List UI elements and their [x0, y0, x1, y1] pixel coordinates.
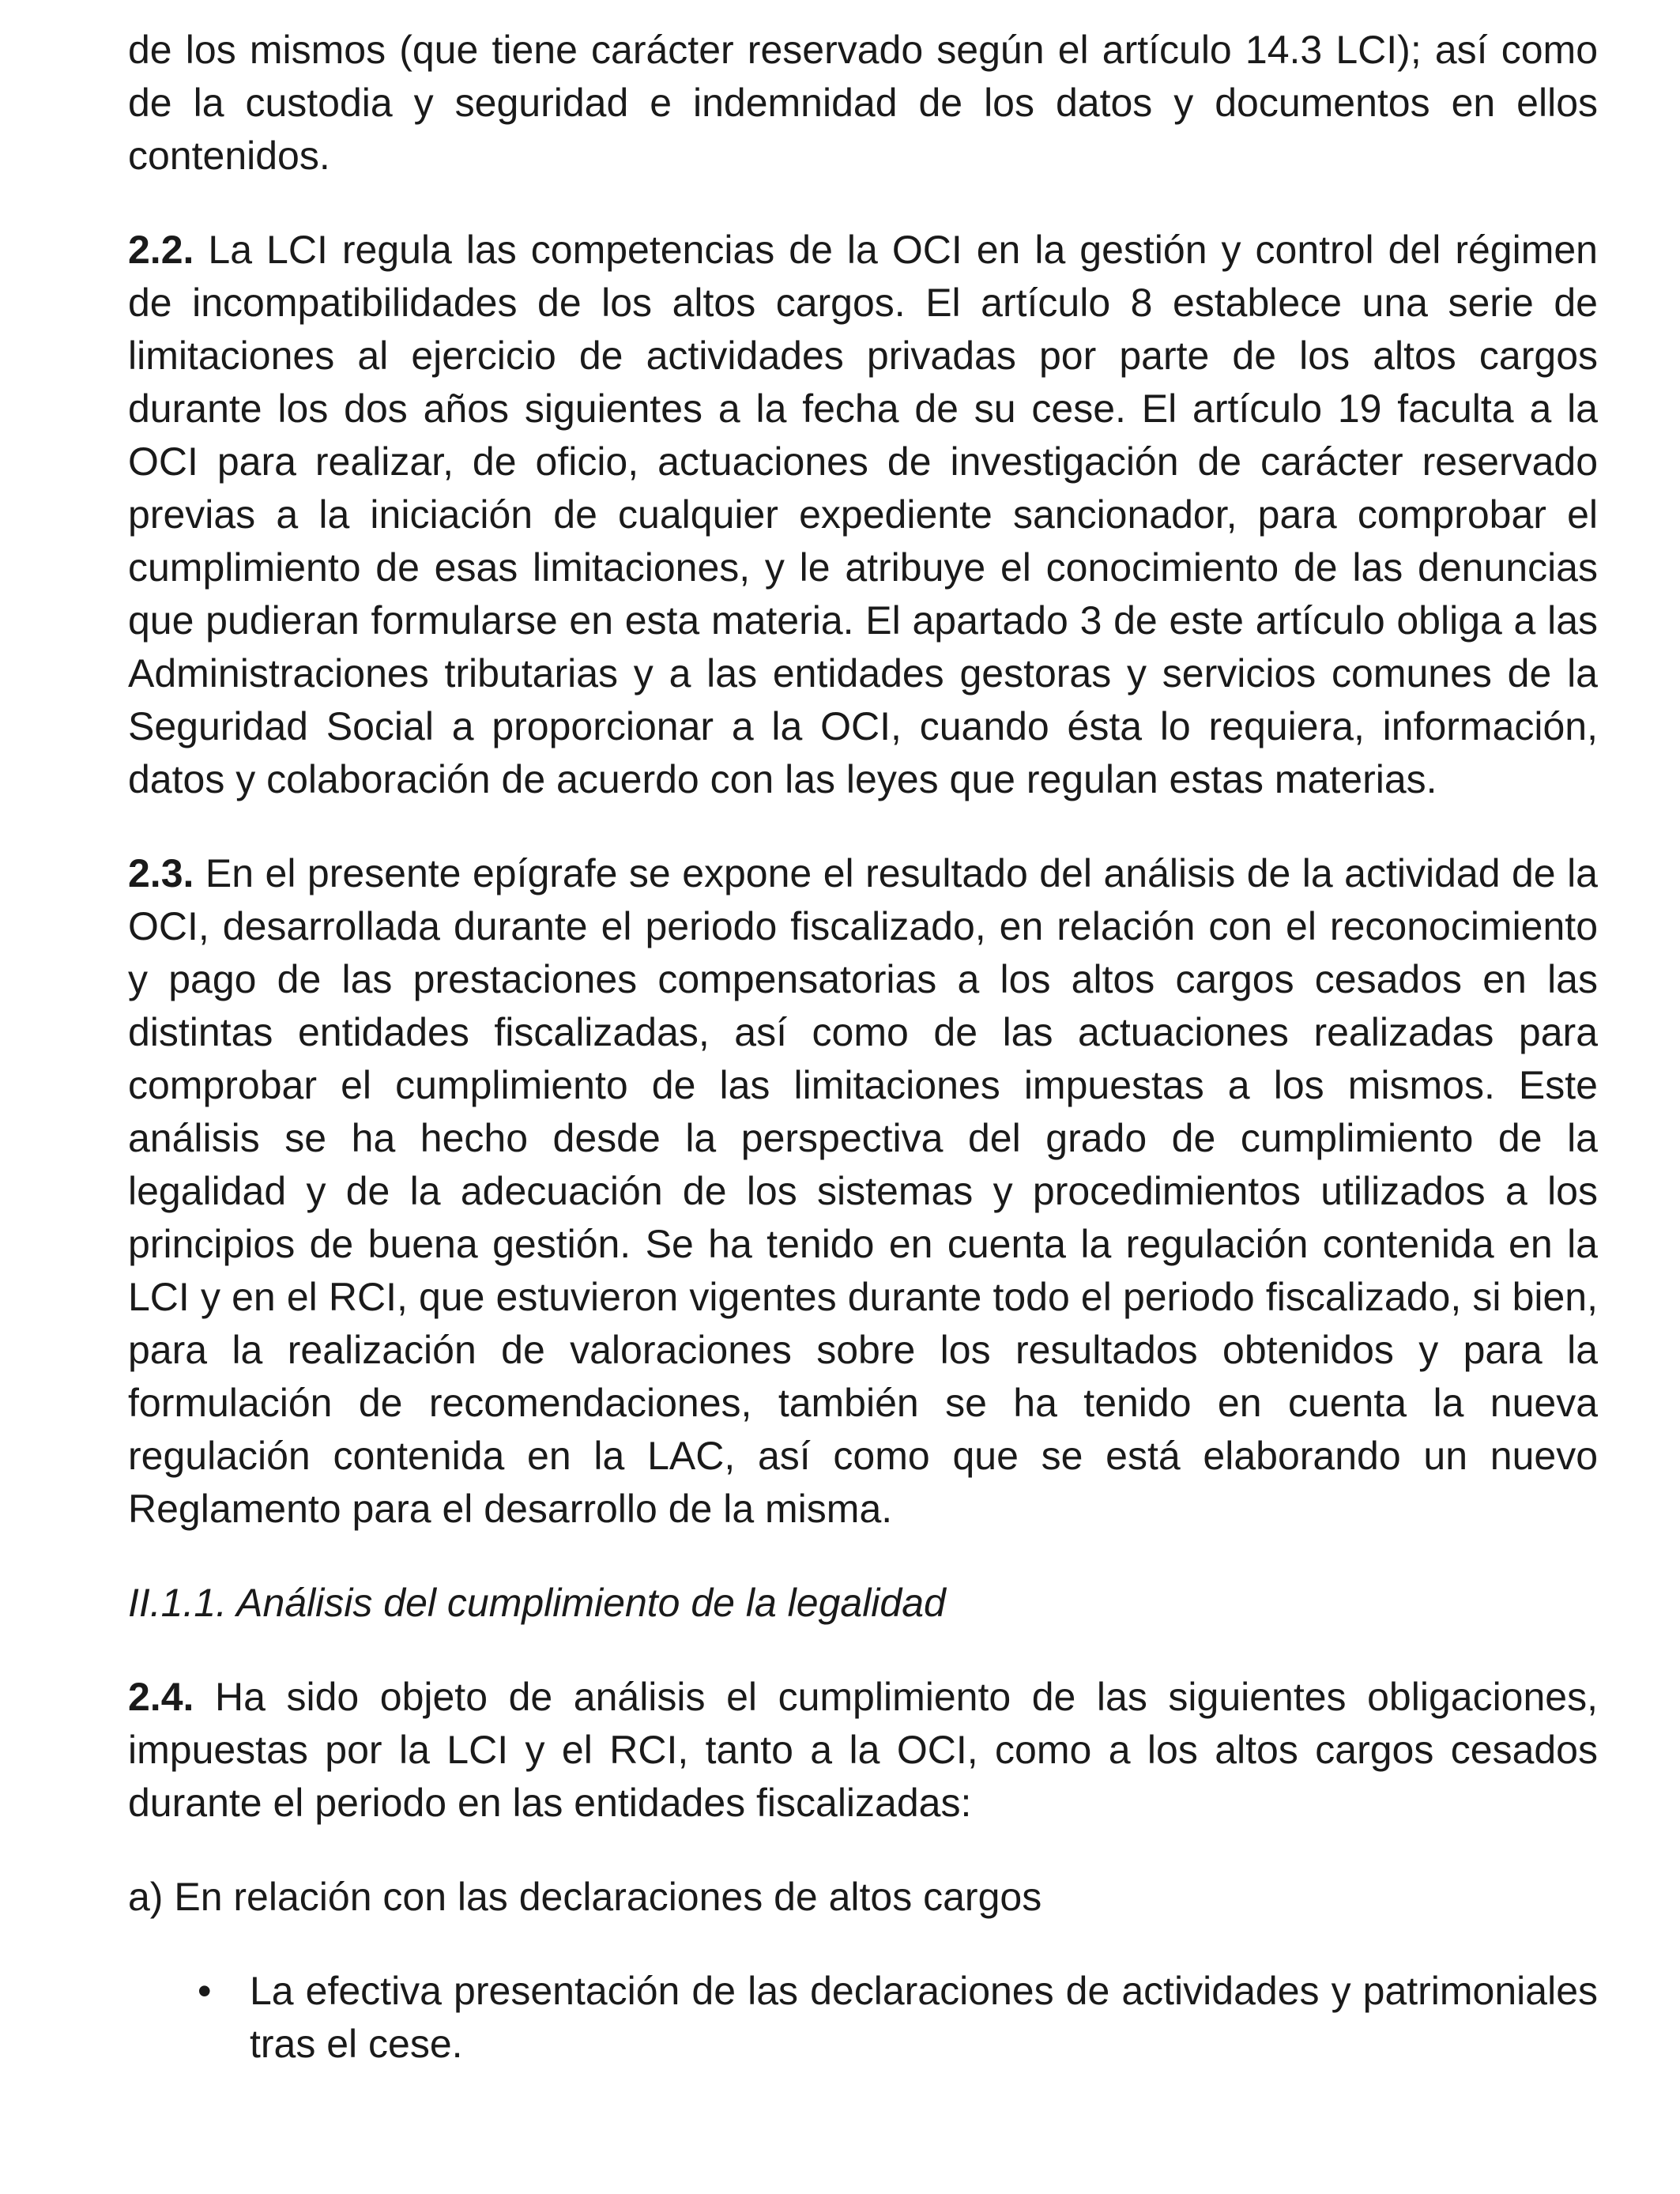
paragraph-number: 2.2.	[128, 228, 194, 272]
paragraph-text: de los mismos (que tiene carácter reservado según el artículo 14.3 LCI); así como de la custodia y seguridad e indemnidad de los datos y documentos en ellos contenidos.	[128, 28, 1598, 178]
list-item-text: La efectiva presentación de las declaraciones de actividades y patrimoniales tras el cese.	[250, 1969, 1598, 2066]
section-heading: II.1.1. Análisis del cumplimiento de la legalidad	[128, 1581, 946, 1625]
paragraph-2-2	[128, 224, 1598, 806]
paragraph-2-3	[128, 847, 1598, 1536]
paragraph-text: En el presente epígrafe se expone el resultado del análisis de la actividad de la OCI, desarrollada durante el periodo fiscalizado, en relación con el reconocimiento y pago de las prestaciones compensatorias a los altos cargos cesados en las distintas entidades fiscalizadas, así como de las actuaciones realizadas para comprobar el cumplimiento de las limitaciones impuestas a los mismos. Este análisis se ha hecho desde la perspectiva del grado de cumplimiento de la legalidad y de la adecuación de los sistemas y procedimientos utilizados a los principios de buena gestión. Se ha tenido en cuenta la regulación contenida en la LCI y en el RCI, que estuvieron vigentes durante todo el periodo fiscalizado, si bien, para la realización de valoraciones sobre los resultados obtenidos y para la formulación de recomendaciones, también se ha tenido en cuenta la nueva regulación contenida en la LAC, así como que se está elaborando un nuevo Reglamento para el desarrollo de la misma.	[128, 851, 1598, 1531]
paragraph-text: La LCI regula las competencias de la OCI en la gestión y control del régimen de incompatibilidades de los altos cargos. El artículo 8 establece una serie de limitaciones al ejercicio de actividades privadas por parte de los altos cargos durante los dos años siguientes a la fecha de su cese. El artículo 19 faculta a la OCI para realizar, de oficio, actuaciones de investigación de carácter reservado previas a la iniciación de cualquier expediente sancionador, para comprobar el cumplimiento de esas limitaciones, y le atribuye el conocimiento de las denuncias que pudieran formularse en esta materia. El apartado 3 de este artículo obliga a las Administraciones tributarias y a las entidades gestoras y servicios comunes de la Seguridad Social a proporcionar a la OCI, cuando ésta lo requiera, información, datos y colaboración de acuerdo con las leyes que regulan estas materias.	[128, 228, 1598, 801]
bullet-icon: •	[198, 1969, 212, 2013]
list-intro: a) En relación con las declaraciones de altos cargos	[128, 1875, 1042, 1919]
paragraph-2-4	[128, 1671, 1598, 1830]
paragraph-number: 2.3.	[128, 851, 194, 895]
paragraph-number: 2.4.	[128, 1675, 194, 1719]
document-page	[128, 24, 1598, 2071]
list-item	[128, 1965, 1598, 2071]
paragraph-continuation	[128, 24, 1598, 183]
paragraph-text: Ha sido objeto de análisis el cumplimiento de las siguientes obligaciones, impuestas por la LCI y el RCI, tanto a la OCI, como a los altos cargos cesados durante el periodo en las entidades fiscalizadas:	[128, 1675, 1598, 1825]
